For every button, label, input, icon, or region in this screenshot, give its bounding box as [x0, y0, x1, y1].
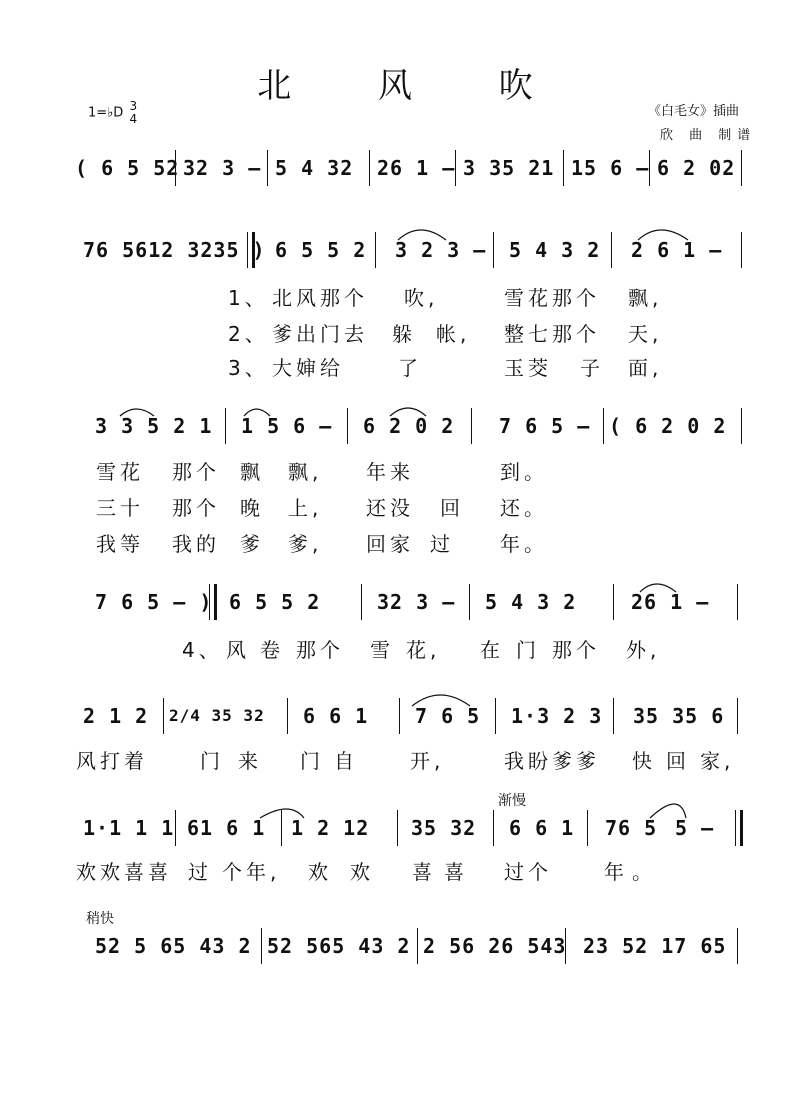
lyric: 过 [430, 532, 454, 556]
lyric: 那个 [172, 460, 220, 484]
measure: ( 6 5 52 [75, 156, 180, 180]
lyric: 还。 [500, 496, 548, 520]
lyric: 1、 [228, 286, 269, 310]
lyric: 面, [628, 356, 663, 380]
lyric: 回家 [366, 532, 414, 556]
measure: 23 52 17 65 [583, 934, 727, 958]
lyric: 自 [334, 749, 358, 773]
measure: 2/4 35 32 [169, 706, 265, 725]
measure: 7 6 5 [415, 704, 481, 728]
lyric: 风 [226, 638, 250, 662]
lyric: 大婶给 [272, 356, 344, 380]
lyric: 爹 [240, 532, 264, 556]
measure: 3 35 21 [463, 156, 555, 180]
lyric: 回 [666, 749, 690, 773]
lyric: 那个 [552, 638, 600, 662]
lyric: 回 [440, 496, 464, 520]
lyric: 卷 [260, 638, 284, 662]
measure: 1·3 2 3 [511, 704, 603, 728]
lyric: 年。 [500, 532, 548, 556]
slur [640, 584, 676, 592]
measure: 35 35 6 [633, 704, 725, 728]
lyric: 吹, [404, 286, 439, 310]
lyric: 飘, [288, 460, 323, 484]
lyric: 家, [700, 749, 735, 773]
measure: 76 5 [605, 816, 658, 840]
measure: 2 56 26 543 [423, 934, 567, 958]
measure: 6 6 1 [303, 704, 369, 728]
measure: 3 3 5 2 1 [95, 414, 213, 438]
lyric: 雪花那个 [504, 286, 600, 310]
lyric: 个年, [222, 860, 281, 884]
lyric: 躲 [392, 322, 416, 346]
lyric: 整七那个 [504, 322, 600, 346]
lyric: 晚 [240, 496, 264, 520]
measure: 32 3 – [183, 156, 262, 180]
lyric: 雪 [370, 638, 394, 662]
lyric: 还没 [366, 496, 414, 520]
lyric: 门 [516, 638, 540, 662]
measure: 6 5 5 2 [229, 590, 321, 614]
slur [638, 230, 688, 240]
measure: 61 6 1 [187, 816, 266, 840]
lyric: 在 [480, 638, 504, 662]
arranger-credit: 欣 曲 制谱 [660, 128, 757, 143]
lyric: 北风那个 [272, 286, 368, 310]
measure: 6 5 5 2 [275, 238, 367, 262]
measure: 52 5 65 43 2 [95, 934, 252, 958]
measure: 1 2 12 [291, 816, 370, 840]
lyric: 上, [288, 496, 323, 520]
lyric: 欢欢喜喜 [76, 860, 172, 884]
lyric: 帐, [436, 322, 471, 346]
source-note: 《白毛女》插曲 [648, 104, 740, 119]
measure: 35 32 [411, 816, 477, 840]
lyric: 我等 [96, 532, 144, 556]
lyric: 那个 [172, 496, 220, 520]
measure: 5 4 3 2 [509, 238, 601, 262]
tempo-mark: 渐慢 [498, 793, 526, 809]
measure: 26 1 – [631, 590, 710, 614]
lyric: 过个 [504, 860, 552, 884]
lyric: 花, [406, 638, 441, 662]
lyric: 我盼爹爹 [504, 749, 600, 773]
lyric: 天, [628, 322, 663, 346]
lyric: 开, [410, 749, 445, 773]
lyric: 3、 [228, 356, 269, 380]
lyric: 雪花 [96, 460, 144, 484]
time-bottom: 4 [129, 112, 138, 126]
lyric: 门 [200, 749, 224, 773]
lyric: 过 [188, 860, 212, 884]
measure: 15 6 – [571, 156, 650, 180]
lyric: 了 [398, 356, 422, 380]
lyric: 年来 [366, 460, 414, 484]
lyric: 三十 [96, 496, 144, 520]
lyric: 外, [626, 638, 661, 662]
lyric: 欢 [350, 860, 374, 884]
measure: 5 4 32 [275, 156, 354, 180]
measure: 5 4 3 2 [485, 590, 577, 614]
lyric: 飘, [628, 286, 663, 310]
lyric: 飘 [240, 460, 264, 484]
lyric: 那个 [296, 638, 344, 662]
measure: 2 1 2 [83, 704, 149, 728]
lyric: 喜 [444, 860, 468, 884]
key-label: 1=♭D [88, 105, 124, 121]
measure: 5 – [675, 816, 715, 840]
measure: 76 5612 3235 ) [83, 238, 266, 262]
measure: 32 3 – [377, 590, 456, 614]
lyric: 年 [604, 860, 628, 884]
lyric: 快 [632, 749, 656, 773]
page-title: 北 风 吹 [257, 66, 571, 106]
measure: 1 5 6 – [241, 414, 333, 438]
measure: 6 2 02 [657, 156, 736, 180]
lyric: 爹, [288, 532, 323, 556]
lyric: 爹出门去 [272, 322, 368, 346]
measure: 7 6 5 – ) [95, 590, 213, 614]
time-top: 3 [129, 99, 138, 113]
measure: 2 6 1 – [631, 238, 723, 262]
lyric: 欢 [308, 860, 332, 884]
lyric: 玉茭 [504, 356, 552, 380]
measure: 26 1 – [377, 156, 456, 180]
measure: 6 2 0 2 [363, 414, 455, 438]
measure: 1·1 1 1 [83, 816, 175, 840]
lyric: 。 [632, 860, 656, 884]
slur [260, 809, 304, 818]
lyric: 来 [238, 749, 262, 773]
measure: ( 6 2 0 2 [609, 414, 727, 438]
lyric: 门 [300, 749, 324, 773]
lyric: 喜 [412, 860, 436, 884]
lyric: 我的 [172, 532, 220, 556]
lyric: 到。 [500, 460, 548, 484]
tempo-mark: 稍快 [86, 911, 114, 927]
slur [390, 408, 426, 416]
lyric: 风打着 [76, 749, 148, 773]
lyric: 2、 [228, 322, 269, 346]
slur [120, 409, 154, 416]
lyric: 4、 [182, 638, 223, 662]
measure: 52 565 43 2 [267, 934, 411, 958]
slur [412, 695, 470, 706]
slur [650, 804, 686, 818]
measure: 6 6 1 [509, 816, 575, 840]
measure: 7 6 5 – [499, 414, 591, 438]
lyric: 子 [580, 356, 604, 380]
measure: 3 2 3 – [395, 238, 487, 262]
slur [244, 409, 270, 416]
slur [398, 230, 446, 240]
